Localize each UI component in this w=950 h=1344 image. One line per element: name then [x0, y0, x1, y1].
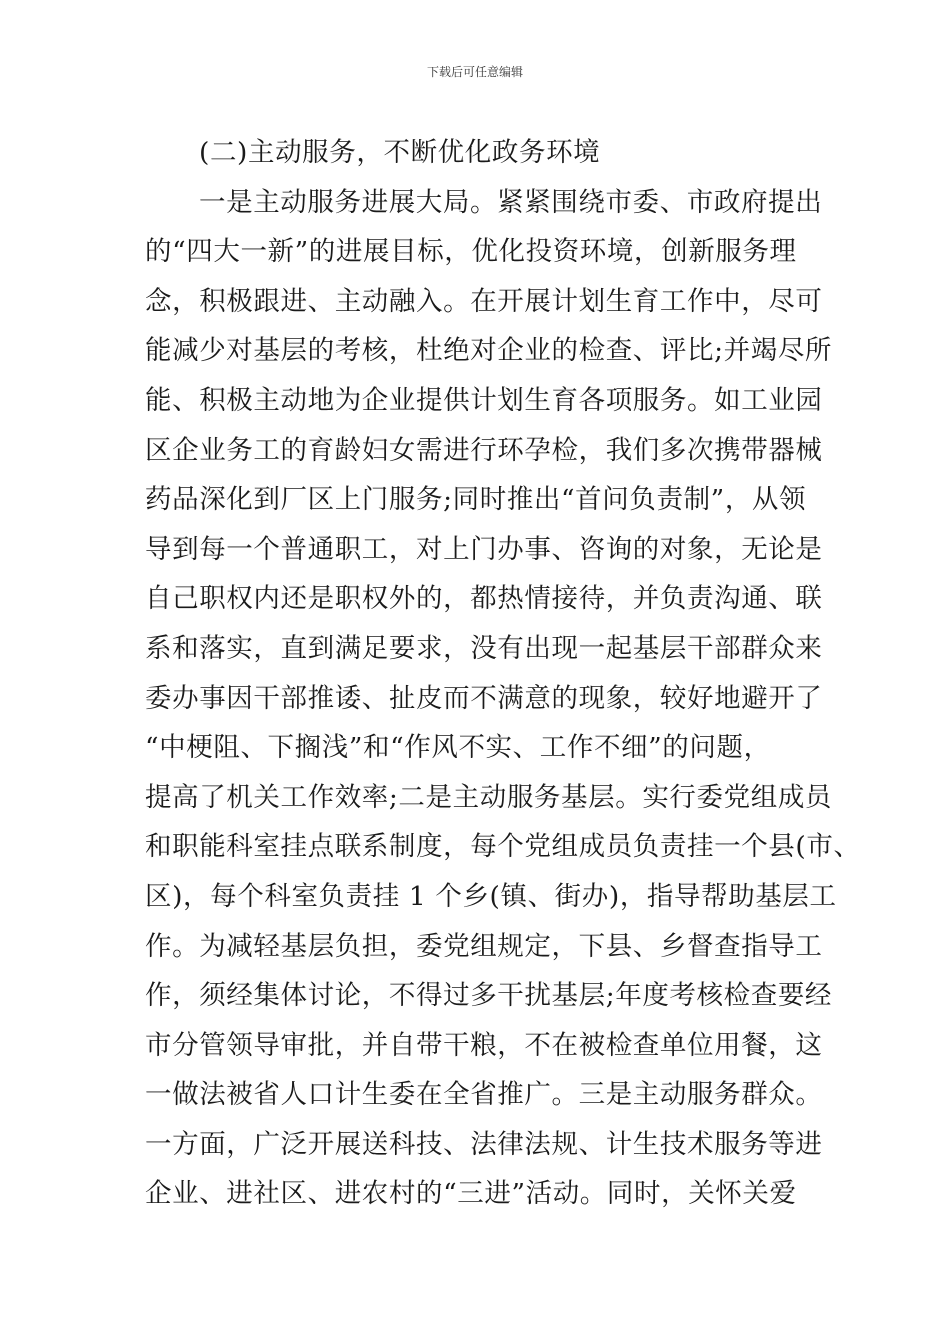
paragraph-line: 导到每一个普通职工，对上门办事、咨询的对象，无论是: [145, 533, 823, 565]
paragraph-line: 能减少对基层的考核，杜绝对企业的检查、评比;并竭尽所: [145, 335, 833, 367]
paragraph-line: 和职能科室挂点联系制度，每个党组成员负责挂一个县(市、: [145, 831, 861, 863]
section-heading: (二)主动服务，不断优化政务环境: [199, 137, 601, 168]
paragraph-line: 委办事因干部推诿、扯皮而不满意的现象，较好地避开了: [145, 682, 823, 714]
paragraph-line: 区企业务工的育龄妇女需进行环孕检，我们多次携带器械: [145, 434, 823, 466]
paragraph-line: 区)，每个科室负责挂 1 个乡(镇、街办)，指导帮助基层工: [145, 880, 837, 912]
paragraph-line: 念，积极跟进、主动融入。在开展计划生育工作中，尽可: [145, 285, 823, 317]
paragraph-line: 能、积极主动地为企业提供计划生育各项服务。如工业园: [145, 384, 823, 416]
paragraph-line: 一做法被省人口计生委在全省推广。三是主动服务群众。: [145, 1079, 823, 1111]
paragraph-line: 市分管领导审批，并自带干粮，不在被检查单位用餐，这: [145, 1029, 823, 1061]
paragraph-line: 系和落实，直到满足要求，没有出现一起基层干部群众来: [145, 632, 823, 664]
paragraph-line: 作。为减轻基层负担，委党组规定，下县、乡督查指导工: [145, 930, 823, 962]
paragraph-line: 的“四大一新”的进展目标，优化投资环境，创新服务理: [145, 236, 797, 268]
page-header-note: 下载后可任意编辑: [426, 65, 523, 79]
paragraph-line: 提高了机关工作效率;二是主动服务基层。实行委党组成员: [145, 781, 833, 813]
paragraph-line: 自己职权内还是职权外的，都热情接待，并负责沟通、联: [145, 583, 823, 615]
paragraph-line: “中梗阻、下搁浅”和“作风不实、工作不细”的问题，: [145, 732, 771, 764]
document-body: [145, 128, 861, 1219]
paragraph-line: 作，须经集体讨论，不得过多干扰基层;年度考核检查要经: [145, 980, 833, 1012]
paragraph-line: 药品深化到厂区上门服务;同时推出“首问负责制”，从领: [145, 484, 807, 516]
paragraph-line: 一是主动服务进展大局。紧紧围绕市委、市政府提出: [199, 186, 823, 218]
paragraph-line: 企业、进社区、进农村的“三进”活动。同时，关怀关爱: [145, 1178, 797, 1210]
paragraph-line: 一方面，广泛开展送科技、法律法规、计生技术服务等进: [145, 1128, 823, 1160]
